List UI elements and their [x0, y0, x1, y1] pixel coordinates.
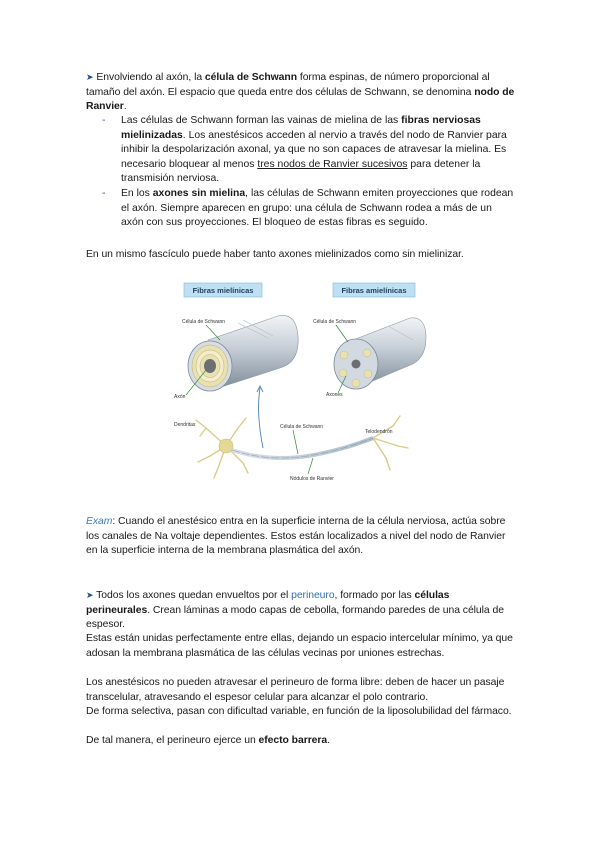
svg-text:Axón: Axón: [174, 394, 186, 400]
label-fibras-amielinicas: [333, 283, 415, 297]
exam-paragraph: Exam: Cuando el anestésico entra en la superficie interna de la célula nerviosa, actúa sobre los canales de Na voltaje dependientes. Estos están localizados a nivel del nodo de Ranvier en la superficie interna de la membrana plasmática del axón.: [86, 516, 506, 557]
svg-text:Axones: Axones: [326, 392, 343, 398]
barrera-paragraph: De tal manera, el perineuro ejerce un efecto barrera.: [86, 735, 330, 746]
svg-text:Fibras mielínicas: Fibras mielínicas: [192, 286, 254, 295]
bullet-unmyelinated: - En los axones sin mielina, las células de Schwann emiten proyecciones que rodean el axón. Siempre aparecen en grupo: una célula de Schwann rodea a más de un axón con sus proyecciones. El bloqueo de estas fibras es seguido.: [102, 188, 514, 229]
label-fibras-mielinicas: [184, 283, 262, 297]
bullet-myelinated: - Las células de Schwann forman las vainas de mielina de las fibras nerviosas mielinizadas. Los anestésicos acceden al nervio a través del nodo de Ranvier para inhibir la despolarización axonal, ya que no son capaces de atravesar la mielina. Es necesario bloquear al menos tres nodos de Ranvier sucesivos para detener la transmisión nerviosa.: [102, 115, 507, 185]
svg-text:Dendritas: Dendritas: [174, 422, 196, 428]
arrow-bullet-icon: ➤: [86, 590, 94, 600]
nerve-fiber-figure: [168, 278, 433, 495]
svg-text:Nódulos de Ranvier: Nódulos de Ranvier: [290, 476, 334, 482]
unmyelinated-fiber-illustration: [334, 318, 426, 389]
intro-paragraph: ➤ Envolviendo al axón, la célula de Schwann forma espinas, de número proporcional al tamaño del axón. El espacio que queda entre dos células de Schwann, se denomina nodo de Ranvier.: [86, 72, 515, 113]
dash-bullet: -: [102, 188, 106, 199]
svg-text:Telodendrón: Telodendrón: [365, 429, 393, 435]
dash-bullet: -: [102, 115, 106, 126]
svg-text:Fibras amielínicas: Fibras amielínicas: [341, 286, 407, 295]
svg-text:Célula de Schwann: Célula de Schwann: [182, 319, 226, 325]
perineuro-paragraph: ➤ Todos los axones quedan envueltos por el perineuro, formado por las células perineurales. Crean láminas a modo capas de cebolla, formando paredes de una célula de espesor.: [86, 590, 504, 631]
arrow-bullet-icon: ➤: [86, 72, 94, 82]
svg-text:Célula de Schwann: Célula de Schwann: [313, 319, 357, 325]
exam-tag: Exam: [86, 516, 113, 527]
fasciculo-paragraph: En un mismo fascículo puede haber tanto axones mielinizados como sin mielinizar.: [86, 249, 464, 260]
union-paragraph: Estas están unidas perfectamente entre ellas, dejando un espacio intercelular mínimo, ya que adosan la membrana plasmática de las células vecinas por uniones estrechas.: [86, 633, 513, 659]
svg-text:Célula de Schwann: Célula de Schwann: [280, 424, 324, 430]
pointer-arrow: [259, 388, 263, 448]
selectiva-paragraph: De forma selectiva, pasan con dificultad variable, en función de la liposolubilidad del fármaco.: [86, 706, 512, 717]
anestesicos-paragraph: Los anestésicos no pueden atravesar el perineuro de forma libre: deben de hacer un pasaje transcelular, atravesando el espesor celular para alcanzar el polo contrario.: [86, 677, 505, 703]
myelinated-fiber-illustration: [188, 315, 298, 391]
